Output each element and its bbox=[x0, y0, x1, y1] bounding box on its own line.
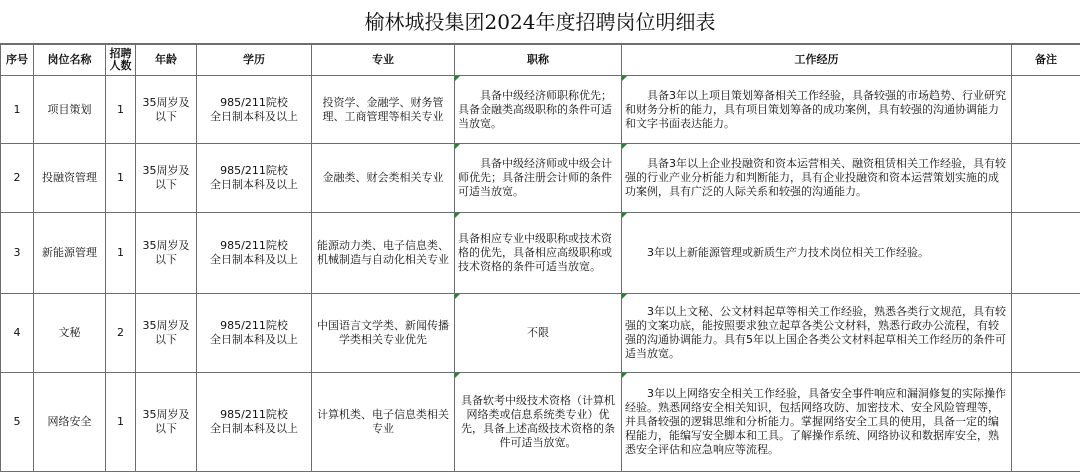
cell-experience: 3年以上新能源管理或新质生产力技术岗位相关工作经验。 bbox=[622, 213, 1012, 294]
cell-qualification: 不限 bbox=[455, 294, 622, 373]
header-age: 年龄 bbox=[136, 45, 197, 76]
table-title: 榆林城投集团2024年度招聘岗位明细表 bbox=[0, 0, 1080, 44]
cell-qualification: 具备相应专业中级职称或技术资格的优先，具备相应高级职称或技术资格的条件可适当放宽。 bbox=[455, 213, 622, 294]
header-education: 学历 bbox=[197, 45, 312, 76]
cell-position: 新能源管理 bbox=[34, 213, 106, 294]
cell-seq: 4 bbox=[1, 294, 34, 373]
cell-remark bbox=[1012, 373, 1080, 472]
cell-remark bbox=[1012, 294, 1080, 373]
cell-education bbox=[197, 373, 312, 472]
cell-position: 文秘 bbox=[34, 294, 106, 373]
education-school: 985/211院校 bbox=[220, 164, 288, 177]
cell-major: 计算机类、电子信息类相关专业 bbox=[312, 373, 455, 472]
education-degree: 全日制本科及以上 bbox=[210, 333, 298, 346]
cell-major: 金融类、财会类相关专业 bbox=[312, 144, 455, 213]
cell-position: 投融资管理 bbox=[34, 144, 106, 213]
education-school: 985/211院校 bbox=[220, 239, 288, 252]
cell-seq: 5 bbox=[1, 373, 34, 472]
cell-seq: 3 bbox=[1, 213, 34, 294]
header-count: 招聘人数 bbox=[106, 45, 136, 76]
cell-qualification: 具备软考中级技术资格（计算机网络类或信息系统类专业）优先，具备上述高级技术资格的条件可适当放宽。 bbox=[455, 373, 622, 472]
education-school: 985/211院校 bbox=[220, 95, 288, 109]
header-remark: 备注 bbox=[1012, 45, 1080, 76]
cell-major: 投资学、金融学、财务管理、工商管理等相关专业 bbox=[312, 76, 455, 144]
table-row bbox=[1, 213, 1080, 294]
cell-age: 35周岁及以下 bbox=[136, 213, 197, 294]
education-degree: 全日制本科及以上 bbox=[210, 422, 298, 435]
header-position: 岗位名称 bbox=[34, 45, 106, 76]
table-row bbox=[1, 144, 1080, 213]
cell-position: 项目策划 bbox=[34, 76, 106, 144]
recruitment-table bbox=[0, 44, 1080, 472]
cell-major: 中国语言文学类、新闻传播学类相关专业优先 bbox=[312, 294, 455, 373]
cell-age: 35周岁及以下 bbox=[136, 144, 197, 213]
education-school: 985/211院校 bbox=[220, 408, 288, 421]
cell-count: 1 bbox=[106, 76, 136, 144]
cell-age: 35周岁及以下 bbox=[136, 294, 197, 373]
cell-remark bbox=[1012, 76, 1080, 144]
cell-education bbox=[197, 144, 312, 213]
cell-count: 1 bbox=[106, 144, 136, 213]
header-major: 专业 bbox=[312, 45, 455, 76]
cell-remark bbox=[1012, 213, 1080, 294]
table-row bbox=[1, 373, 1080, 472]
education-degree: 全日制本科及以上 bbox=[210, 178, 298, 191]
cell-education bbox=[197, 213, 312, 294]
cell-count: 1 bbox=[106, 373, 136, 472]
cell-experience: 3年以上文秘、公文材料起草等相关工作经验，熟悉各类行文规范，具有较强的文案功底，能按照要求独立起草各类公文材料，熟悉行政办公流程，有较强的沟通协调能力。具有5年以上国企各类公文材料起草相关工作经历的条件可适当放宽。 bbox=[622, 294, 1012, 373]
cell-experience: 具备3年以上项目策划筹备相关工作经验，具备较强的市场趋势、行业研究和财务分析的能力，具有项目策划筹备的成功案例，具有较强的沟通协调能力和文字书面表达能力。 bbox=[622, 76, 1012, 144]
header-row bbox=[1, 45, 1080, 76]
cell-count: 2 bbox=[106, 294, 136, 373]
education-degree: 全日制本科及以上 bbox=[210, 253, 298, 266]
education-degree: 全日制本科及以上 bbox=[210, 109, 298, 123]
cell-qualification: 具备中级经济师或中级会计师优先；具备注册会计师的条件可适当放宽。 bbox=[455, 144, 622, 213]
cell-seq: 1 bbox=[1, 76, 34, 144]
header-seq: 序号 bbox=[1, 45, 34, 76]
education-school: 985/211院校 bbox=[220, 319, 288, 332]
cell-qualification: 具备中级经济师职称优先；具备金融类高级职称的条件可适当放宽。 bbox=[455, 76, 622, 144]
table-row bbox=[1, 76, 1080, 144]
cell-age: 35周岁及以下 bbox=[136, 76, 197, 144]
cell-education bbox=[197, 76, 312, 144]
cell-seq: 2 bbox=[1, 144, 34, 213]
cell-education bbox=[197, 294, 312, 373]
header-experience: 工作经历 bbox=[622, 45, 1012, 76]
cell-age: 35周岁及以下 bbox=[136, 373, 197, 472]
cell-experience: 具备3年以上企业投融资和资本运营相关、融资租赁相关工作经验，具有较强的行业产业分析能力和判断能力，具有企业投融资和资本运营策划实施的成功案例，具有广泛的人际关系和较强的沟通能力。 bbox=[622, 144, 1012, 213]
table-row bbox=[1, 294, 1080, 373]
cell-remark bbox=[1012, 144, 1080, 213]
header-qualification: 职称 bbox=[455, 45, 622, 76]
cell-major: 能源动力类、电子信息类、机械制造与自动化相关专业 bbox=[312, 213, 455, 294]
cell-count: 1 bbox=[106, 213, 136, 294]
cell-position: 网络安全 bbox=[34, 373, 106, 472]
cell-experience: 3年以上网络安全相关工作经验，具备安全事件响应和漏洞修复的实际操作经验。熟悉网络安全相关知识，包括网络攻防、加密技术、安全风险管理等，并具备较强的逻辑思维和分析能力。掌握网络安全工具的使用，具备一定的编程能力，能编写安全脚本和工具。了解操作系统、网络协议和数据库安全，熟悉安全评估和应急响应等流程。 bbox=[622, 373, 1012, 472]
